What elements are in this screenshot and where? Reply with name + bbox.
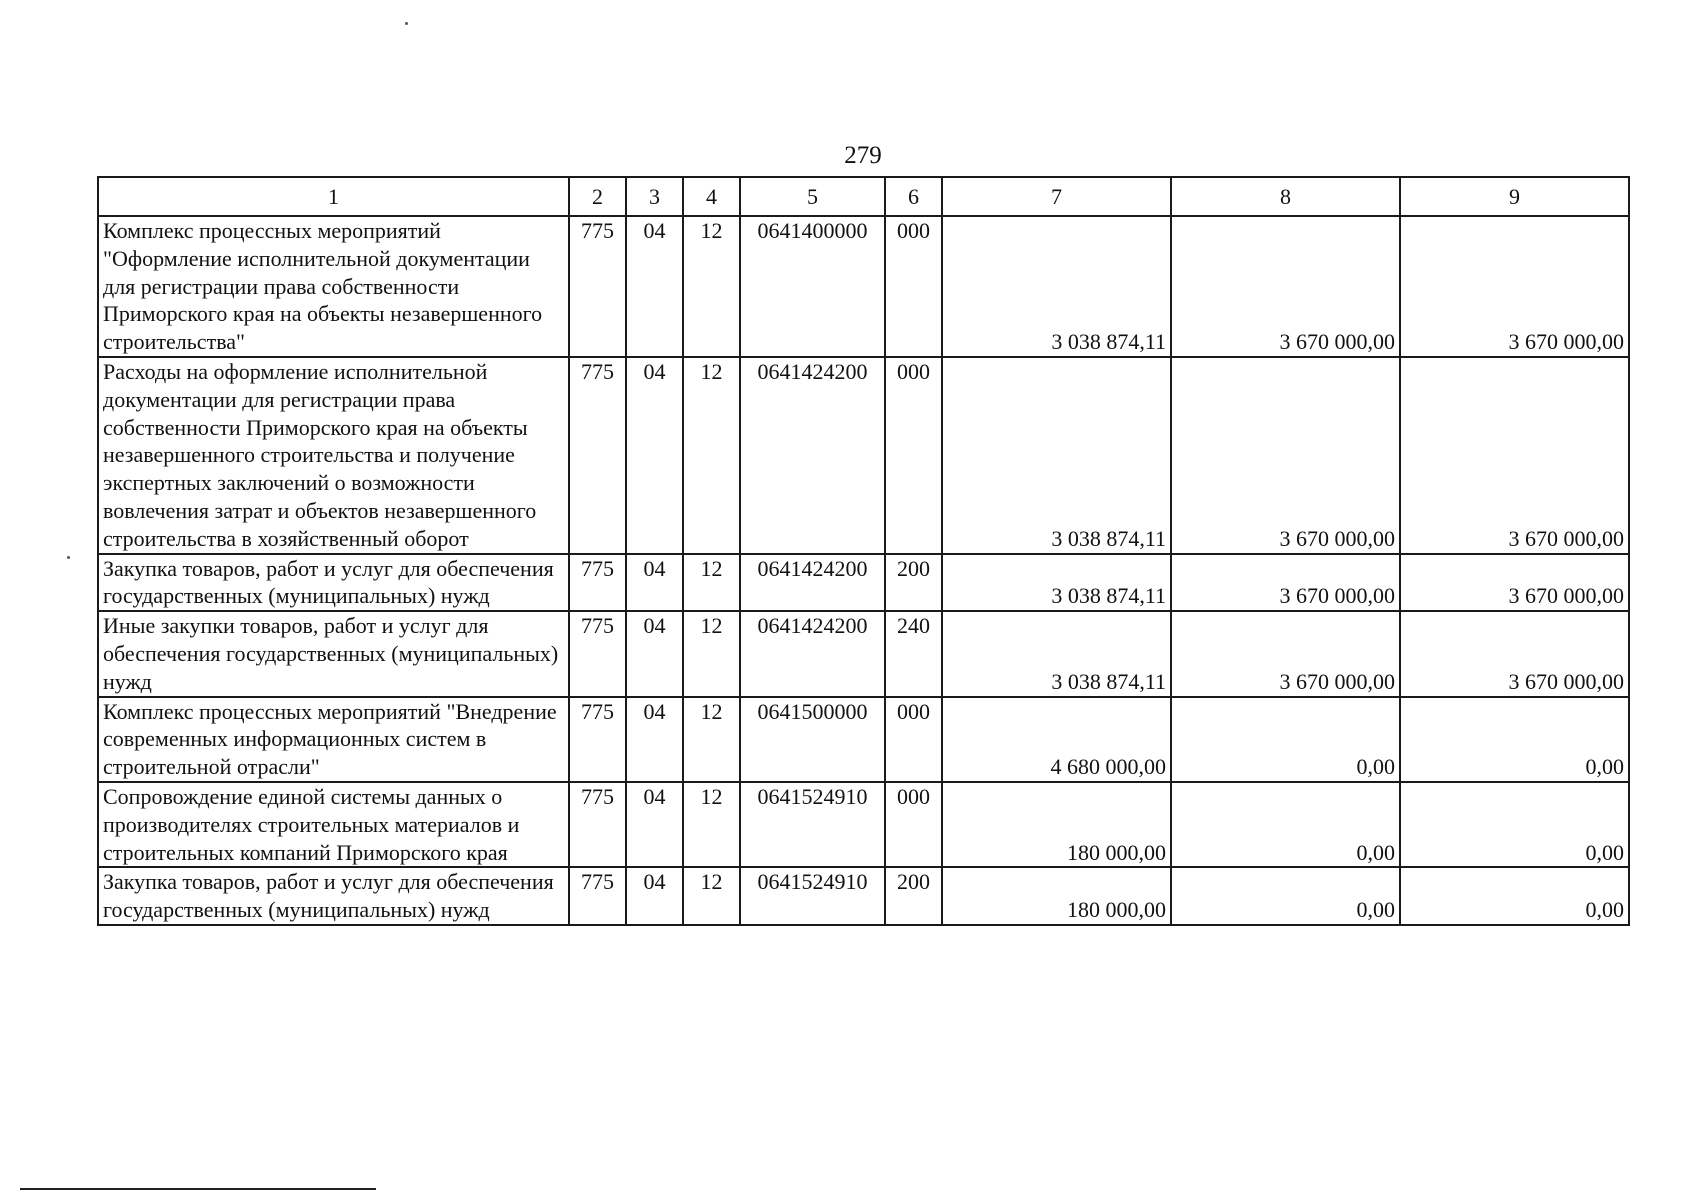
code-cell: 0641524910 — [740, 782, 885, 867]
amount-cell: 4 680 000,00 — [942, 697, 1171, 782]
code-cell: 000 — [885, 697, 942, 782]
code-cell: 04 — [626, 867, 683, 925]
code-cell: 12 — [683, 782, 740, 867]
amount-cell: 3 038 874,11 — [942, 611, 1171, 696]
code-cell: 775 — [569, 782, 626, 867]
column-header: 7 — [942, 177, 1171, 216]
row-name: Сопровождение единой системы данных о производителях строительных материалов и строительных компаний Приморского края — [98, 782, 569, 867]
column-header: 5 — [740, 177, 885, 216]
table-row — [98, 782, 1629, 867]
code-cell: 775 — [569, 611, 626, 696]
column-header: 1 — [98, 177, 569, 216]
header-row — [98, 177, 1629, 216]
code-cell: 200 — [885, 554, 942, 612]
table-row — [98, 554, 1629, 612]
table-row — [98, 867, 1629, 925]
scan-speck — [405, 22, 408, 25]
code-cell: 12 — [683, 611, 740, 696]
column-header: 2 — [569, 177, 626, 216]
scan-speck — [67, 556, 70, 559]
amount-cell: 3 670 000,00 — [1400, 357, 1629, 554]
code-cell: 04 — [626, 611, 683, 696]
code-cell: 0641424200 — [740, 357, 885, 554]
code-cell: 12 — [683, 867, 740, 925]
amount-cell: 180 000,00 — [942, 782, 1171, 867]
code-cell: 04 — [626, 782, 683, 867]
code-cell: 12 — [683, 554, 740, 612]
row-name: Комплекс процессных мероприятий "Внедрение современных информационных систем в строительной отрасли" — [98, 697, 569, 782]
code-cell: 12 — [683, 357, 740, 554]
code-cell: 0641524910 — [740, 867, 885, 925]
code-cell: 000 — [885, 357, 942, 554]
code-cell: 775 — [569, 554, 626, 612]
code-cell: 775 — [569, 697, 626, 782]
code-cell: 12 — [683, 697, 740, 782]
amount-cell: 3 670 000,00 — [1400, 611, 1629, 696]
amount-cell: 3 670 000,00 — [1171, 554, 1400, 612]
code-cell: 04 — [626, 216, 683, 357]
page-number: 279 — [844, 142, 882, 169]
row-name: Комплекс процессных мероприятий "Оформление исполнительной документации для регистрации права собственности Приморского края на объекты незавершенного строительства" — [98, 216, 569, 357]
code-cell: 000 — [885, 782, 942, 867]
code-cell: 000 — [885, 216, 942, 357]
code-cell: 0641424200 — [740, 611, 885, 696]
code-cell: 200 — [885, 867, 942, 925]
amount-cell: 3 670 000,00 — [1400, 216, 1629, 357]
amount-cell: 0,00 — [1171, 867, 1400, 925]
column-header: 9 — [1400, 177, 1629, 216]
table-row — [98, 697, 1629, 782]
code-cell: 12 — [683, 216, 740, 357]
amount-cell: 3 670 000,00 — [1171, 611, 1400, 696]
code-cell: 04 — [626, 554, 683, 612]
amount-cell: 3 038 874,11 — [942, 357, 1171, 554]
code-cell: 775 — [569, 357, 626, 554]
amount-cell: 0,00 — [1171, 782, 1400, 867]
table-row — [98, 611, 1629, 696]
row-name: Иные закупки товаров, работ и услуг для обеспечения государственных (муниципальных) нужд — [98, 611, 569, 696]
amount-cell: 3 670 000,00 — [1171, 357, 1400, 554]
column-header: 6 — [885, 177, 942, 216]
amount-cell: 0,00 — [1400, 867, 1629, 925]
code-cell: 775 — [569, 216, 626, 357]
column-header: 4 — [683, 177, 740, 216]
amount-cell: 3 038 874,11 — [942, 554, 1171, 612]
amount-cell: 180 000,00 — [942, 867, 1171, 925]
table-row — [98, 357, 1629, 554]
code-cell: 04 — [626, 697, 683, 782]
code-cell: 04 — [626, 357, 683, 554]
amount-cell: 3 670 000,00 — [1400, 554, 1629, 612]
code-cell: 0641500000 — [740, 697, 885, 782]
row-name: Расходы на оформление исполнительной документации для регистрации права собственности Приморского края на объекты незавершенного строительства и получение экспертных заключений о возможности вовлечения затрат и объектов незавершенного строительства в хозяйственный оборот — [98, 357, 569, 554]
amount-cell: 0,00 — [1400, 697, 1629, 782]
code-cell: 775 — [569, 867, 626, 925]
amount-cell: 3 038 874,11 — [942, 216, 1171, 357]
amount-cell: 0,00 — [1400, 782, 1629, 867]
column-header: 3 — [626, 177, 683, 216]
column-header: 8 — [1171, 177, 1400, 216]
amount-cell: 0,00 — [1171, 697, 1400, 782]
footnote-divider — [20, 1188, 376, 1190]
amount-cell: 3 670 000,00 — [1171, 216, 1400, 357]
table-row — [98, 216, 1629, 357]
code-cell: 240 — [885, 611, 942, 696]
code-cell: 0641424200 — [740, 554, 885, 612]
budget-table — [97, 176, 1630, 926]
code-cell: 0641400000 — [740, 216, 885, 357]
row-name: Закупка товаров, работ и услуг для обеспечения государственных (муниципальных) нужд — [98, 554, 569, 612]
row-name: Закупка товаров, работ и услуг для обеспечения государственных (муниципальных) нужд — [98, 867, 569, 925]
